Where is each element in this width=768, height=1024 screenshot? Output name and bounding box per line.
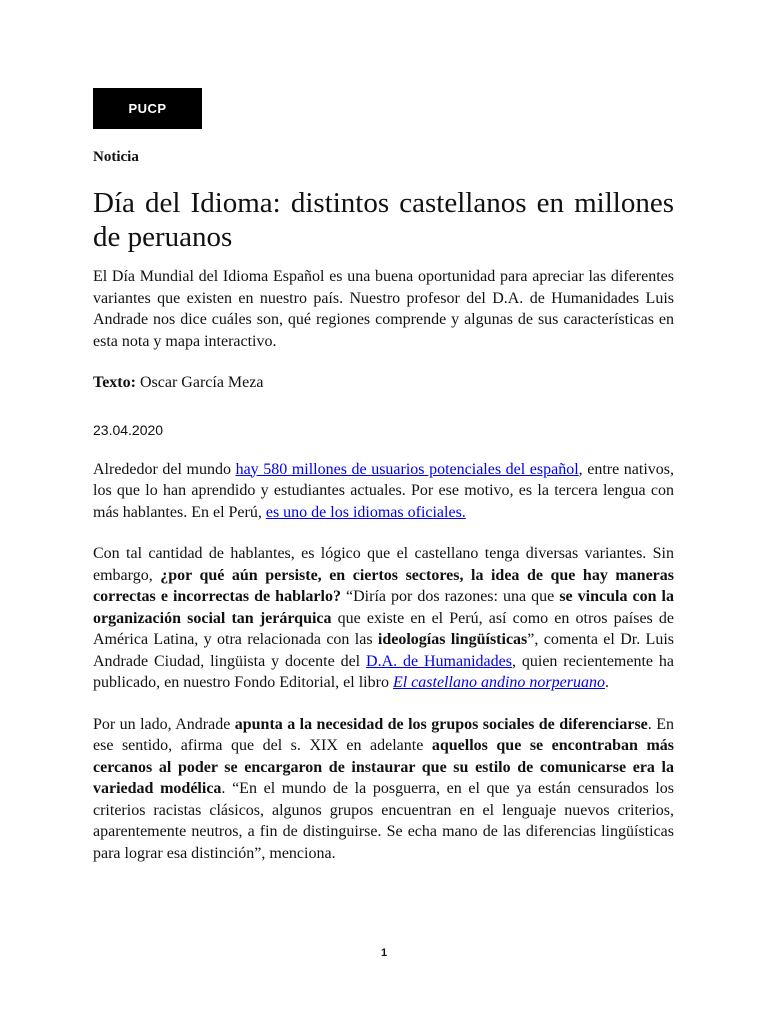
page-number: 1 — [380, 947, 388, 959]
text-run: . En ese sentido, afirma que del s. XIX en adelante — [93, 715, 674, 754]
text-run: Alrededor del mundo — [93, 460, 236, 478]
bold-run: aquellos que se encontraban más cercanos al poder se encargaron de instaurar que su estilo de comunicarse era la variedad modélica — [93, 737, 674, 797]
byline-label: Texto: — [93, 374, 136, 391]
paragraph-1 — [93, 459, 674, 524]
publish-date: 23.04.2020 — [93, 421, 164, 438]
bold-run: se vincula con la organización social tan jerárquica — [93, 588, 675, 627]
bold-run: apunta a la necesidad de los grupos sociales de diferenciarse — [234, 715, 648, 733]
text-run: Por un lado, Andrade — [93, 715, 235, 733]
paragraph-2 — [93, 543, 674, 694]
text-run: “Diría por dos razones: una que — [340, 588, 560, 605]
byline — [93, 372, 674, 394]
link-da-humanidades[interactable]: D.A. de Humanidades — [366, 652, 512, 670]
bold-run: ideologías lingüísticas — [377, 631, 528, 648]
byline-author: Oscar García Meza — [135, 374, 264, 391]
logo-text: PUCP — [128, 101, 167, 116]
article-lead: El Día Mundial del Idioma Español es una buena oportunidad para apreciar las diferentes variantes que existen en nuestro país. Nuestro profesor del D.A. de Humanidades Luis Andrade nos dice cuáles son, qué regiones comprende y algunas de sus características en esta nota y mapa interactivo. — [93, 268, 674, 350]
text-run: , quien recientemente ha publicado, en nuestro Fondo Editorial, el libro — [93, 652, 675, 691]
article-title: Día del Idioma: distintos castellanos en millones de peruanos — [93, 187, 674, 253]
pucp-logo — [93, 88, 202, 129]
section-label: Noticia — [93, 149, 139, 165]
link-castellano-andino[interactable]: El castellano andino norperuano — [392, 674, 605, 691]
text-run: , entre nativos, los que lo han aprendido y estudiantes actuales. Por ese motivo, es la tercera lengua con más hablantes. En el Perú, — [93, 460, 674, 521]
text-run: ”, comenta el Dr. Luis Andrade Ciudad, lingüista y docente del — [93, 631, 675, 670]
text-run: . “En el mundo de la posguerra, en el que ya están censurados los criterios racistas clásicos, algunos grupos encuentran en el lenguaje nuevos criterios, aparentemente neutros, a fin de distinguirse. Se echa mano de las diferencias lingüísticas para lograr esa distinción”, menciona. — [93, 780, 674, 862]
text-run: . — [604, 674, 609, 691]
link-idiomas-oficiales[interactable]: es uno de los idiomas oficiales. — [265, 503, 466, 521]
paragraph-3 — [93, 714, 674, 865]
link-580-millones[interactable]: hay 580 millones de usuarios potenciales del español — [235, 460, 579, 478]
text-run: que existe en el Perú, así como en otros países de América Latina, y otra relacionada con las — [93, 609, 675, 648]
bold-run: ¿por qué aún persiste, en ciertos sectores, la idea de que hay maneras correctas e incorrectas de hablarlo? — [93, 566, 675, 605]
text-run: Con tal cantidad de hablantes, es lógico que el castellano tenga diversas variantes. Sin embargo, — [93, 545, 674, 584]
article — [93, 146, 674, 864]
